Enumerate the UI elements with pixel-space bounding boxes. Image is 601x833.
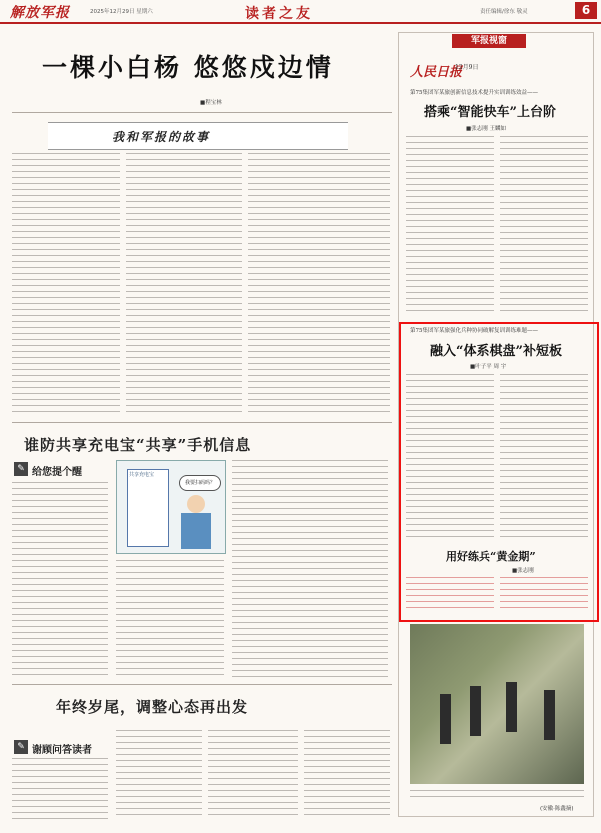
column-bookmark-icon: ✎ [14,462,28,476]
column-banner-label: 我和军报的故事 [112,130,211,144]
source-date: 12月9日 [455,64,479,71]
bottom-article-title: 年终岁尾，调整心态再出发 [56,698,249,716]
article3-title: 用好练兵“黄金期” [446,550,536,563]
bottom-text-col-4 [304,730,390,820]
article2-byline: ■叶子平 周 宇 [470,364,507,370]
bottom-text-col-1 [12,758,108,820]
person-head [187,495,205,513]
column-banner [48,122,348,150]
charging-cabinet [127,469,169,547]
masthead-logo: 解放军报 [10,5,70,21]
right-column-tab: 军报视窗 [452,34,526,48]
article1-byline: ■张志刚 王麟如 [466,126,506,132]
middle-text-col-2 [116,560,224,677]
bottom-text-col-2 [116,730,202,820]
article2-title: 融入“体系棋盘”补短板 [430,344,562,359]
soldier-figure-3 [506,682,517,732]
section-divider [12,422,392,423]
main-text-col-2 [126,153,242,415]
article1-text-col-1 [406,136,494,316]
soldiers-photo [410,624,584,784]
article2-text-col-2 [500,374,588,538]
article1-kicker: 第75集团军某旅创新信息技术提升实训训练效益—— [410,90,539,96]
speech-bubble: 我要扫码吗？ [179,475,221,491]
main-article-title: 一棵小白杨 悠悠戍边情 [42,53,334,82]
middle-article-column: 给您提个醒 [32,467,82,478]
title-divider [12,112,392,113]
main-text-col-3 [248,153,390,415]
section-title: 读者之友 [245,6,313,22]
main-text-col-1 [12,153,120,415]
soldier-figure-2 [470,686,481,736]
middle-article-title: 谁防共享充电宝“共享”手机信息 [24,436,252,454]
bottom-article-column: 谢顾问答读者 [32,745,92,756]
article3-text-col-2 [500,577,588,613]
soldier-figure-1 [440,694,451,744]
editors-credit: 责任编辑/徐东 敬灵 [480,9,528,15]
article3-text-col-1 [406,577,494,613]
section-divider-2 [12,684,392,685]
article1-title: 搭乘“智能快车”上台阶 [424,105,556,120]
right-column-footer: (安徽·陈鑫摘) [540,806,574,812]
bottom-text-col-3 [208,730,298,820]
column-bookmark-icon-2: ✎ [14,740,28,754]
article3-byline: ■张志刚 [512,568,534,574]
main-article-byline: ■程宝林 [200,100,222,106]
soldier-figure-4 [544,690,555,740]
article2-kicker: 第75集团军某旅强化兵种协同破解复训训练难题—— [410,328,539,334]
middle-text-col-1 [12,482,108,677]
person-body [181,513,211,549]
photo-caption [410,790,584,802]
source-logo: 人民日报 [410,65,463,80]
issue-date: 2025年12月29日 星期六 [90,9,153,15]
page-number: 6 [575,2,597,19]
article2-text-col-1 [406,374,494,538]
cabinet-label: 共享充电宝 [129,472,155,478]
middle-text-col-3 [232,460,388,677]
article1-text-col-2 [500,136,588,316]
charging-station-illustration [116,460,226,554]
